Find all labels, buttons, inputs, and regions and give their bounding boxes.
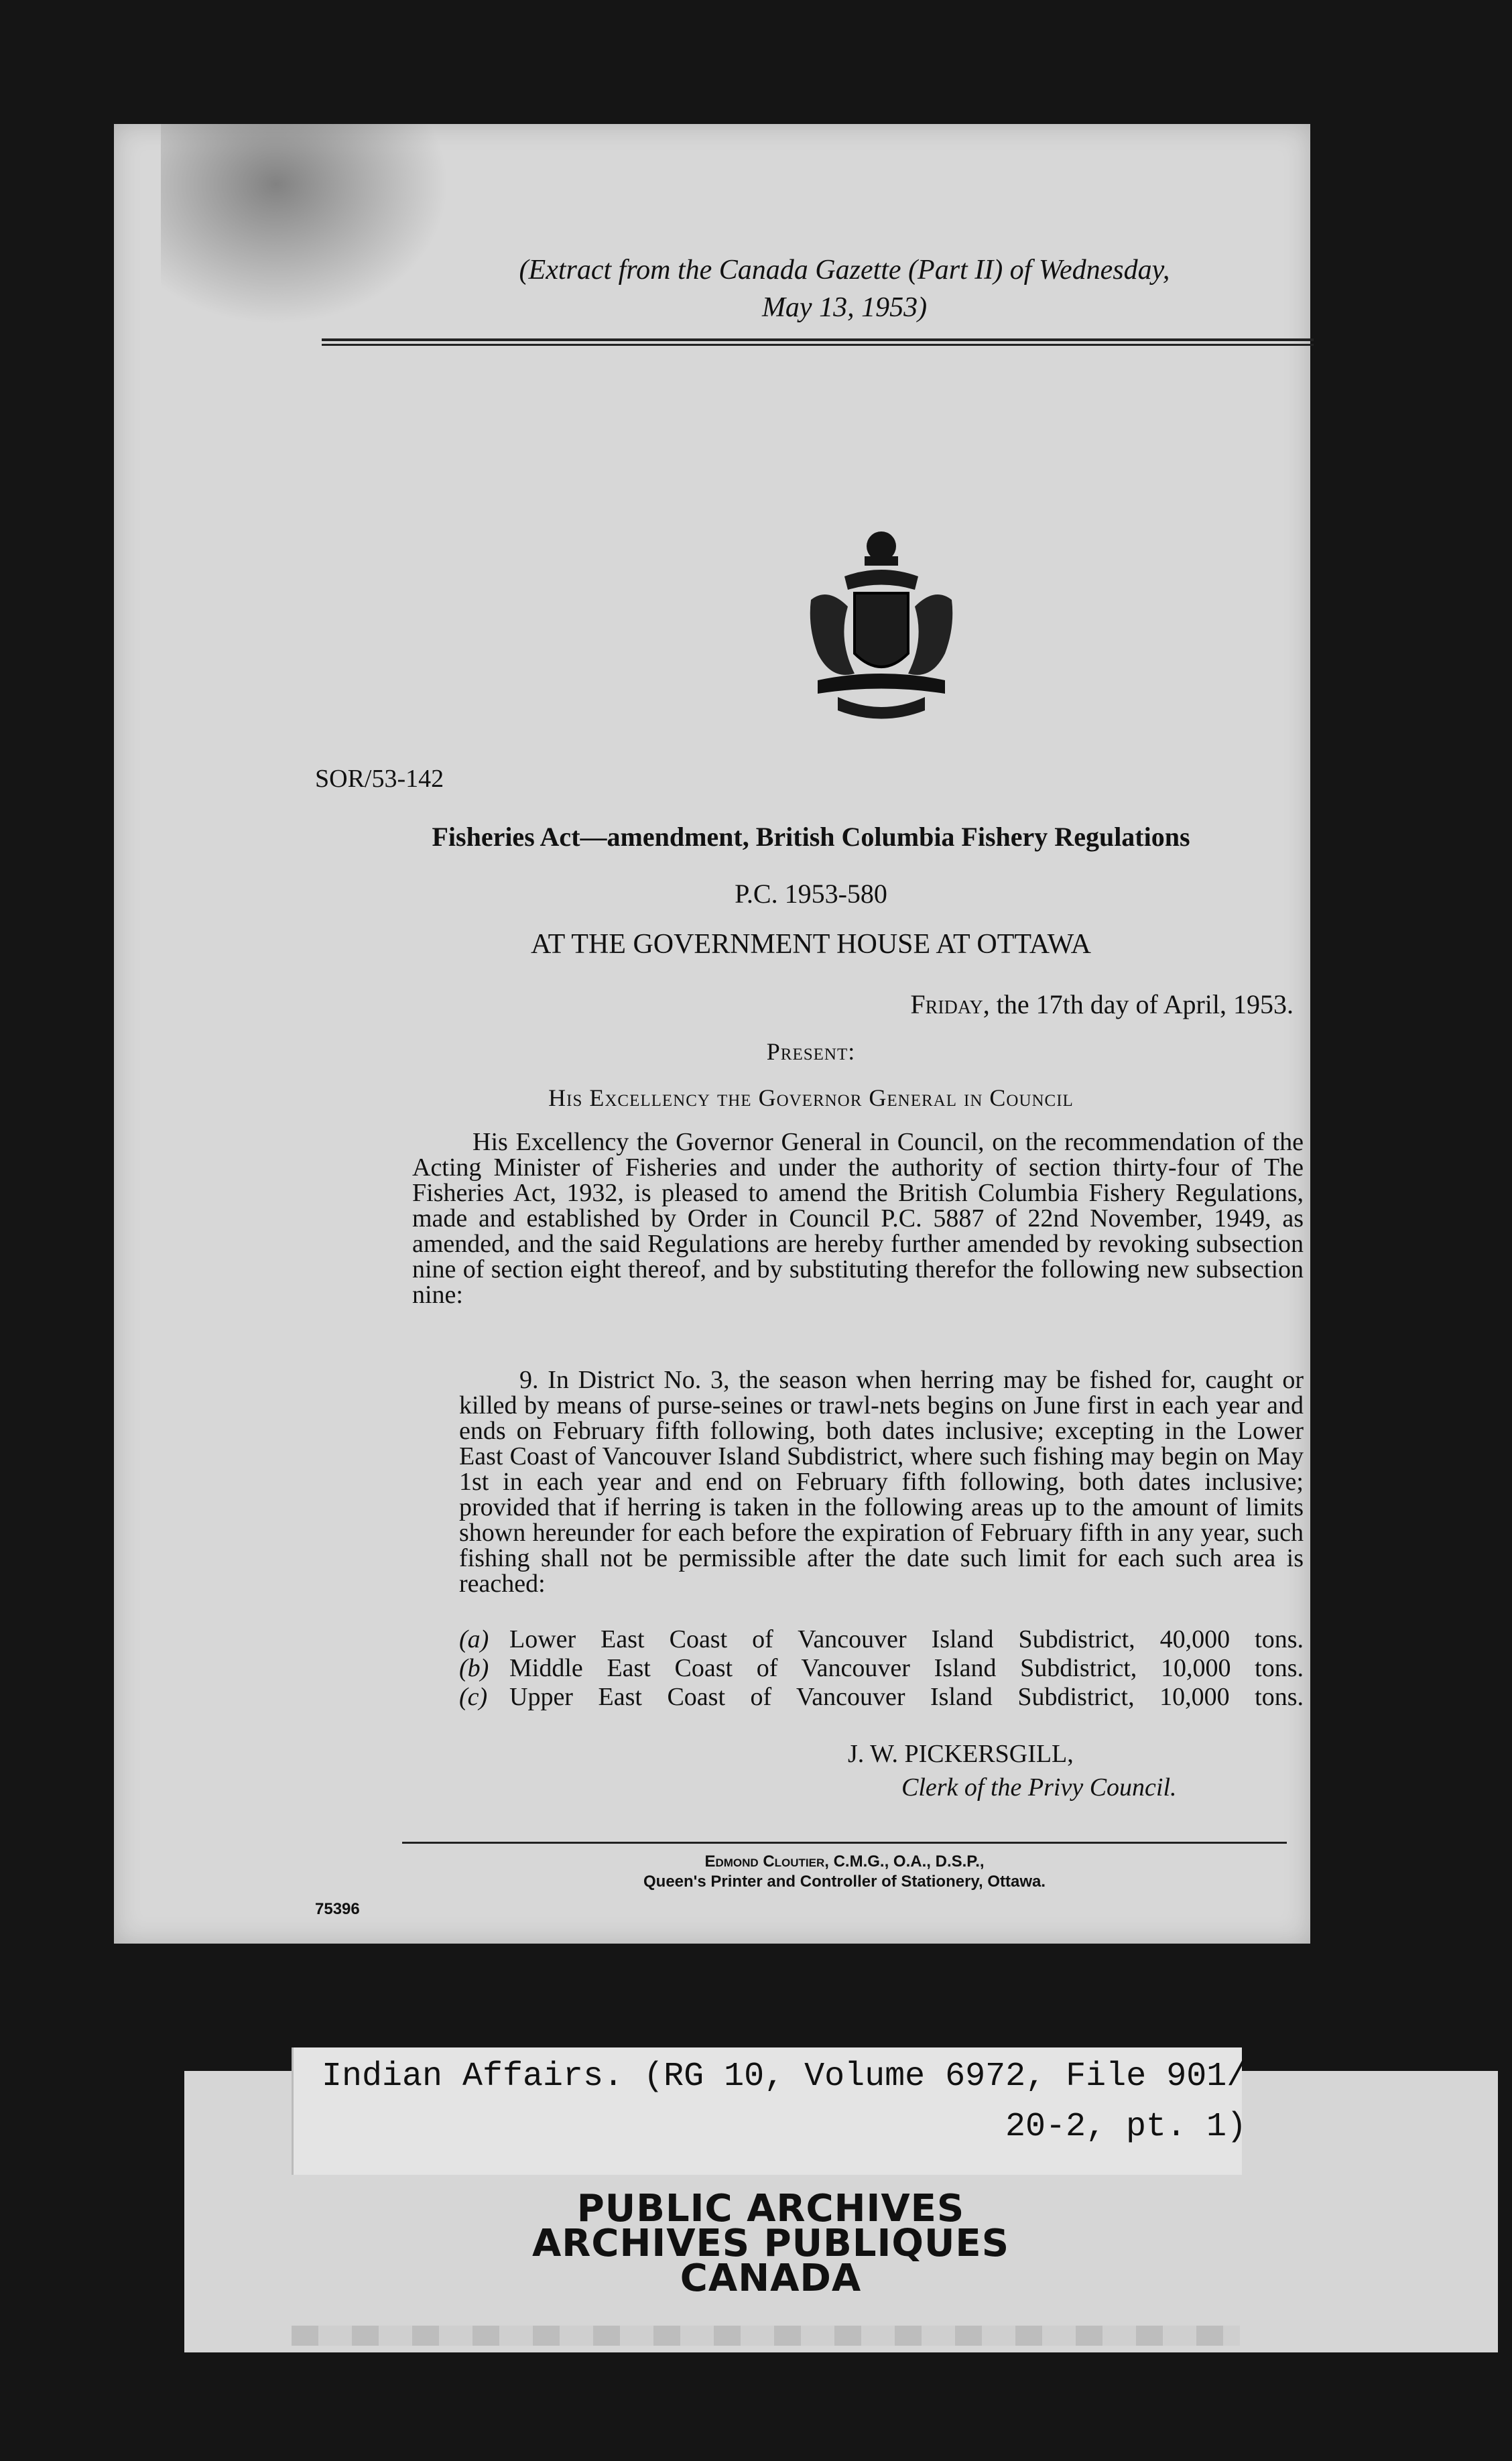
limit-letter: (a) (459, 1625, 489, 1653)
limits-list (459, 1625, 1304, 1712)
limit-letter: (c) (459, 1683, 488, 1711)
gazette-page (114, 124, 1310, 1944)
signer-title: Clerk of the Privy Council. (901, 1773, 1177, 1802)
pc-number: P.C. 1953-580 (735, 879, 887, 909)
print-code: 75396 (315, 1900, 360, 1918)
footer-rule (402, 1842, 1287, 1844)
order-body-text: His Excellency the Governor General in Council, on the recommendation of the Acting Minister of Fisheries and under the authority of section thirty-four of The Fisheries Act, 1932, is pleased to amend the British Columbia Fishery Regulations, made and established by Order in Council P.C. 5887 of 22nd November, 1949, as amended, and the said Regulations are hereby further amended by revoking subsection nine of section eight thereof, and by substituting therefor the following new subsection nine: (412, 1128, 1304, 1309)
subsection-nine-text: 9. In District No. 3, the season when herring may be fished for, caught or killed by means of purse-seines or trawl-nets begins on June first in each year and ends on February fifth following, both dates inclusive; excepting in the Lower East Coast of Vancouver Island Subdistrict, where such fishing may begin on May 1st in each year and end on February fifth following, both dates inclusive; provided that if herring is taken in the following areas up to the amount of limits shown hereunder for each before the expiration of February fifth in any year, such fishing shall not be permissible after the date such limit for each such area is reached: (459, 1366, 1304, 1598)
extract-header (402, 251, 1287, 326)
present-heading: Present: (766, 1038, 856, 1065)
signer-name: J. W. PICKERSGILL, (848, 1740, 1074, 1768)
archive-label-line-2: 20-2, pt. 1) (1005, 2108, 1247, 2146)
limit-text: Upper East Coast of Vancouver Island Subdistrict, 10,000 tons. (509, 1683, 1304, 1711)
limit-letter: (b) (459, 1654, 489, 1682)
regulation-title: Fisheries Act—amendment, British Columbia Fishery Regulations (432, 822, 1190, 852)
list-item (459, 1654, 1304, 1683)
extract-line-1: (Extract from the Canada Gazette (Part II) of Wednesday, (519, 255, 1170, 286)
list-item (459, 1683, 1304, 1712)
order-date (650, 989, 1294, 1020)
order-body (412, 1129, 1304, 1308)
archive-label-line-1: Indian Affairs. (RG 10, Volume 6972, File 901/ (322, 2058, 1247, 2096)
archives-stamp-line-1: PUBLIC ARCHIVES (576, 2187, 965, 2230)
limit-text: Lower East Coast of Vancouver Island Subdistrict, 40,000 tons. (509, 1625, 1304, 1653)
header-rule (322, 338, 1314, 346)
archives-stamp-line-3: CANADA (680, 2257, 862, 2300)
printer-role: Queen's Printer and Controller of Stationery, Ottawa. (643, 1873, 1046, 1891)
printer-credit (402, 1852, 1287, 1892)
coat-of-arms-icon (791, 526, 972, 727)
order-date-rest: , the 17th day of April, 1953. (983, 989, 1294, 1019)
governor-heading: His Excellency the Governor General in Council (548, 1084, 1074, 1111)
limit-text: Middle East Coast of Vancouver Island Subdistrict, 10,000 tons. (509, 1654, 1304, 1682)
location-heading: AT THE GOVERNMENT HOUSE AT OTTAWA (530, 929, 1091, 960)
order-day: Friday (910, 989, 983, 1019)
subsection-nine (459, 1367, 1304, 1596)
film-edge (292, 2326, 1240, 2346)
extract-line-2: May 13, 1953) (761, 292, 928, 323)
printer-name: Edmond Cloutier, C.M.G., O.A., D.S.P., (704, 1852, 985, 1871)
sor-number: SOR/53-142 (315, 765, 444, 793)
archives-stamp (469, 2187, 1072, 2300)
archives-stamp-line-2: ARCHIVES PUBLIQUES (531, 2222, 1010, 2265)
list-item (459, 1625, 1304, 1654)
